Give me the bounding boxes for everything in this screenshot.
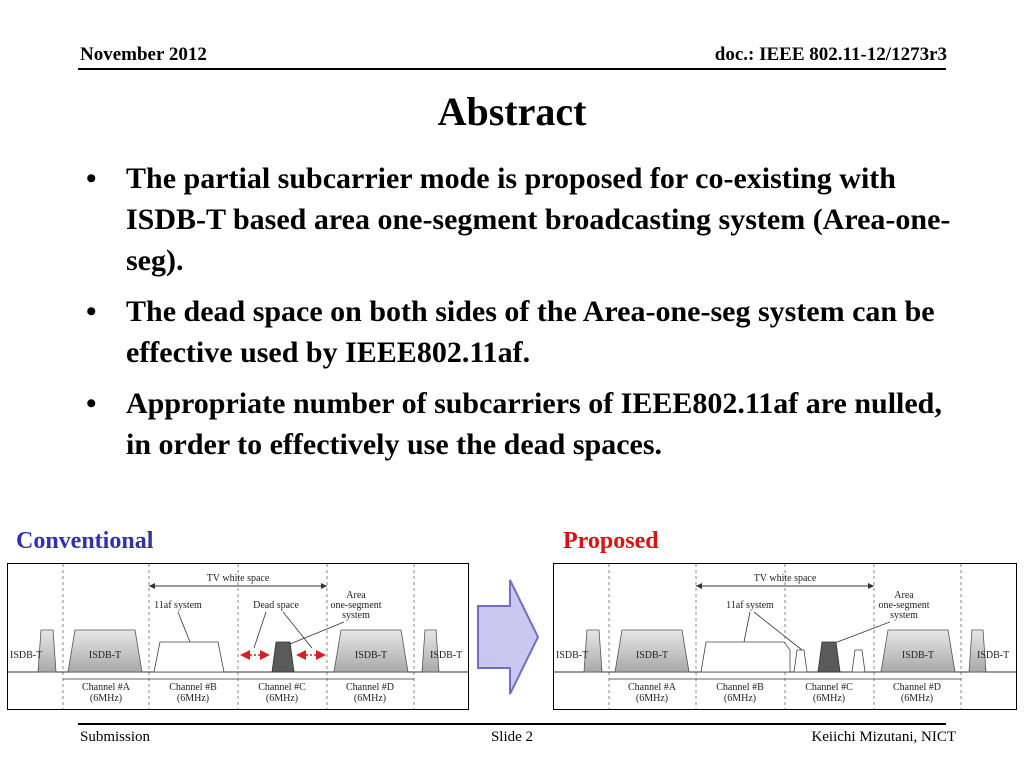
tv-white-space-text: TV white space: [206, 573, 270, 584]
isdbt-left-outer-text: ISDB-T: [10, 650, 43, 661]
dead-space-text: Dead space: [253, 600, 299, 611]
conventional-label: Conventional: [16, 528, 154, 554]
conventional-diagram: [7, 563, 469, 710]
isdbt-right-outer-text: ISDB-T: [977, 650, 1010, 661]
proposed-diagram: [553, 563, 1017, 710]
bullet-item: • The dead space on both sides of the Area-one-seg system can be effective used by IEEE802.11af.: [80, 291, 960, 373]
area-system-line2: one-segment: [878, 600, 930, 611]
channel-b-text: Channel #B: [716, 682, 764, 693]
isdbt-left-outer-text: ISDB-T: [556, 650, 589, 661]
isdbt-left-text: ISDB-T: [88, 650, 122, 661]
area-system-line1: Area: [346, 590, 366, 601]
footer-slide-number: Slide 2: [490, 729, 534, 745]
channel-a-text: Channel #A: [81, 682, 131, 693]
af-system-text: 11af system: [154, 600, 202, 611]
area-system-line2: one-segment: [330, 600, 382, 611]
isdbt-left-text: ISDB-T: [635, 650, 669, 661]
tv-white-space-text: TV white space: [753, 573, 817, 584]
channel-d-text: Channel #D: [892, 682, 942, 693]
area-system-line3: system: [890, 610, 918, 621]
header-date: November 2012: [80, 44, 207, 65]
channel-d-bw: (6MHz): [353, 693, 387, 704]
footer-author: Keiichi Mizutani, NICT: [811, 729, 956, 745]
area-system-line1: Area: [894, 590, 914, 601]
bullet-item: • Appropriate number of subcarriers of IEEE802.11af are nulled, in order to effectively use the dead spaces.: [80, 383, 960, 465]
channel-a-text: Channel #A: [627, 682, 677, 693]
channel-c-bw: (6MHz): [812, 693, 846, 704]
isdbt-right-outer-text: ISDB-T: [430, 650, 463, 661]
header-divider: [78, 68, 946, 70]
isdbt-right-text: ISDB-T: [354, 650, 388, 661]
footer-divider: [78, 723, 946, 725]
af-system-text: 11af system: [726, 600, 774, 611]
proposed-label: Proposed: [563, 528, 659, 554]
header-doc-id: doc.: IEEE 802.11-12/1273r3: [714, 44, 947, 65]
channel-c-text: Channel #C: [258, 682, 306, 693]
isdbt-right-text: ISDB-T: [901, 650, 935, 661]
channel-b-bw: (6MHz): [176, 693, 210, 704]
bullet-list: [80, 158, 960, 475]
footer-submission: Submission: [80, 729, 151, 745]
channel-b-text: Channel #B: [169, 682, 217, 693]
channel-a-bw: (6MHz): [89, 693, 123, 704]
channel-c-bw: (6MHz): [265, 693, 299, 704]
bullet-item: • The partial subcarrier mode is proposed for co-existing with ISDB-T based area one-segment broadcasting system (Area-one-seg).: [80, 158, 960, 281]
block-arrow-icon: [476, 578, 540, 696]
channel-d-text: Channel #D: [345, 682, 395, 693]
channel-a-bw: (6MHz): [635, 693, 669, 704]
channel-b-bw: (6MHz): [723, 693, 757, 704]
area-system-line3: system: [342, 610, 370, 621]
channel-c-text: Channel #C: [805, 682, 853, 693]
channel-d-bw: (6MHz): [900, 693, 934, 704]
slide-title: Abstract: [437, 89, 587, 134]
